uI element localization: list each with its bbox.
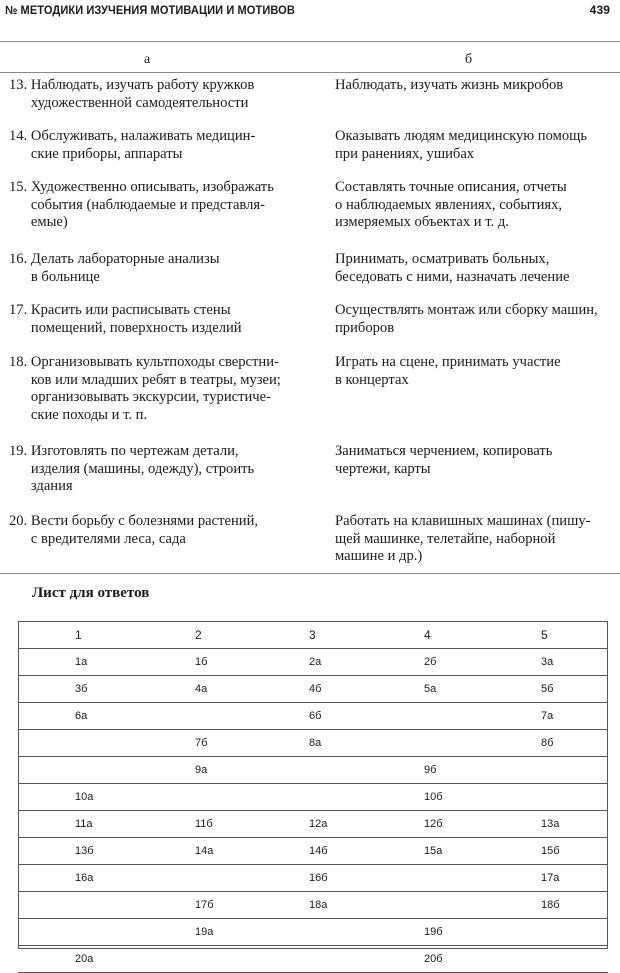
answer-cell: 2б — [424, 656, 437, 668]
answer-cell: 11а — [75, 818, 93, 830]
answer-cell: 16б — [309, 872, 328, 884]
answer-cell: 14а — [195, 845, 214, 857]
item-19-option-b — [335, 443, 552, 478]
text-line: в больнице — [9, 268, 100, 285]
text-line: измеряемых объектах и т. д. — [335, 214, 509, 230]
text-line: Работать на клавишных машинах (пишу- — [335, 513, 591, 529]
text-line: 15. Художественно описывать, изображать — [9, 179, 274, 195]
answer-row — [18, 919, 608, 946]
answer-row-cell — [18, 784, 608, 811]
answer-column-header: 2 — [195, 628, 202, 642]
answer-cell: 3а — [541, 656, 554, 668]
text-line: Принимать, осматривать больных, — [335, 251, 550, 267]
text-line: помещений, поверхность изделий — [9, 319, 242, 336]
answer-row-cell — [18, 676, 608, 703]
answer-row — [18, 838, 608, 865]
answer-cell: 11б — [195, 818, 213, 830]
answer-row-cell — [18, 838, 608, 865]
answer-row-cell — [18, 865, 608, 892]
column-header-b: б — [465, 52, 473, 67]
answer-cell: 12а — [309, 818, 328, 830]
answer-row-cell — [18, 730, 608, 757]
answer-row — [18, 757, 608, 784]
answer-cell: 9а — [195, 764, 208, 776]
answer-row — [18, 649, 608, 676]
item-17-option-a — [9, 302, 242, 337]
answer-row-cell — [18, 919, 608, 946]
text-line: ков или младших ребят в театры, музеи; — [9, 371, 281, 388]
answer-cell: 15а — [424, 845, 443, 857]
item-18-option-a — [9, 354, 281, 424]
answer-column-header: 5 — [541, 628, 548, 642]
answer-row-cell — [18, 946, 608, 973]
answer-cell: 19б — [424, 926, 443, 938]
text-line: 13. Наблюдать, изучать работу кружков — [9, 77, 255, 93]
column-header-a: а — [144, 52, 151, 67]
text-line: машине и др.) — [335, 548, 423, 564]
text-line: 18. Организовывать культпоходы сверстни- — [9, 354, 279, 370]
answer-cell: 18б — [541, 899, 560, 911]
answer-cell: 20а — [75, 953, 94, 965]
answer-cell: 1а — [75, 656, 88, 668]
text-line: здания — [9, 478, 73, 494]
text-line: изделия (машины, одежду), строить — [9, 460, 255, 477]
text-line: Осуществлять монтаж или сборку машин, — [335, 302, 598, 318]
item-14-option-a — [9, 128, 255, 163]
answer-row-cell — [18, 703, 608, 730]
answer-sheet-table — [18, 621, 608, 973]
answer-cell: 18а — [309, 899, 328, 911]
answer-row — [18, 946, 608, 973]
item-20-option-b — [335, 513, 591, 566]
text-line: при ранениях, ушибах — [335, 145, 475, 162]
item-14-option-b — [335, 128, 587, 163]
text-line: ские походы и т. п. — [9, 406, 148, 423]
answer-cell: 7а — [541, 710, 554, 722]
text-line: емые) — [9, 214, 68, 230]
bottom-rule — [0, 573, 620, 574]
answer-row-cell — [18, 649, 608, 676]
answer-cell: 8а — [309, 737, 322, 749]
text-line: 14. Обслуживать, налаживать медицин- — [9, 128, 256, 144]
answer-row-cell — [18, 811, 608, 838]
text-line: события (наблюдаемые и представля- — [9, 196, 265, 213]
answer-row — [18, 730, 608, 757]
answer-cell: 10а — [75, 791, 94, 803]
running-header — [5, 3, 610, 23]
section-title: № МЕТОДИКИ ИЗУЧЕНИЯ МОТИВАЦИИ И МОТИВОВ — [5, 3, 295, 17]
answer-column-header: 1 — [75, 628, 82, 642]
answer-row — [18, 676, 608, 703]
item-13-option-a — [9, 77, 254, 112]
top-rule — [0, 41, 620, 42]
answer-cell: 4б — [309, 683, 322, 695]
answer-cell: 4а — [195, 683, 208, 695]
answer-cell: 10б — [424, 791, 443, 803]
header-rule — [0, 72, 620, 73]
answer-cell: 7б — [195, 737, 208, 749]
answer-row-cell — [18, 622, 608, 649]
text-line: 17. Красить или расписывать стены — [9, 302, 231, 318]
answer-cell: 5б — [541, 683, 554, 695]
item-19-option-a — [9, 443, 254, 496]
text-line: 19. Изготовлять по чертежам детали, — [9, 443, 239, 459]
answer-cell: 6б — [309, 710, 322, 722]
answer-cell: 6а — [75, 710, 88, 722]
answer-cell: 2а — [309, 656, 322, 668]
answer-cell: 13а — [541, 818, 560, 830]
answer-cell: 16а — [75, 872, 94, 884]
answer-column-header: 4 — [424, 628, 431, 642]
answer-cell: 1б — [195, 656, 208, 668]
item-13-option-b — [335, 77, 563, 95]
text-line: художественной самодеятельности — [9, 94, 249, 111]
answer-cell: 20б — [424, 953, 443, 965]
answer-cell: 13б — [75, 845, 94, 857]
answer-cell: 17б — [195, 899, 214, 911]
text-line: ские приборы, аппараты — [9, 145, 183, 162]
answer-cell: 8б — [541, 737, 554, 749]
answer-cell: 15б — [541, 845, 560, 857]
answer-cell: 12б — [424, 818, 443, 830]
text-line: приборов — [335, 319, 395, 336]
answer-cell: 5а — [424, 683, 437, 695]
text-line: чертежи, карты — [335, 460, 431, 477]
text-line: Играть на сцене, принимать участие — [335, 354, 561, 370]
text-line: Заниматься черчением, копировать — [335, 443, 553, 459]
answer-column-header: 3 — [309, 628, 316, 642]
page-number: 439 — [589, 3, 610, 17]
item-16-option-b — [335, 251, 570, 286]
answer-row-cell — [18, 757, 608, 784]
answer-cell: 14б — [309, 845, 328, 857]
answer-cell: 19а — [195, 926, 214, 938]
item-17-option-b — [335, 302, 598, 337]
text-line: 20. Вести борьбу с болезнями растений, — [9, 513, 259, 529]
text-line: о наблюдаемых явлениях, событиях, — [335, 196, 563, 213]
text-line: с вредителями леса, сада — [9, 530, 186, 547]
answer-row-cell — [18, 892, 608, 919]
text-line: 16. Делать лабораторные анализы — [9, 251, 220, 267]
item-18-option-b — [335, 354, 561, 389]
text-line: Составлять точные описания, отчеты — [335, 179, 567, 195]
text-line: щей машинке, телетайпе, наборной — [335, 530, 556, 547]
text-line: беседовать с ними, назначать лечение — [335, 268, 570, 285]
text-line: в концертах — [335, 371, 409, 388]
item-15-option-a — [9, 179, 274, 232]
answer-row — [18, 865, 608, 892]
answer-cell: 9б — [424, 764, 437, 776]
answer-row — [18, 703, 608, 730]
answer-row — [18, 892, 608, 919]
answer-header-row — [18, 622, 608, 649]
text-line: Оказывать людям медицинскую помощь — [335, 128, 588, 144]
answer-cell: 3б — [75, 683, 88, 695]
item-20-option-a — [9, 513, 258, 548]
item-16-option-a — [9, 251, 220, 286]
answer-row — [18, 811, 608, 838]
item-15-option-b — [335, 179, 567, 232]
answer-sheet-title: Лист для ответов — [32, 585, 150, 601]
answer-row — [18, 784, 608, 811]
text-line: Наблюдать, изучать жизнь микробов — [335, 77, 564, 93]
text-line: организовывать экскурсии, туристиче- — [9, 389, 271, 405]
answer-cell: 17а — [541, 872, 560, 884]
